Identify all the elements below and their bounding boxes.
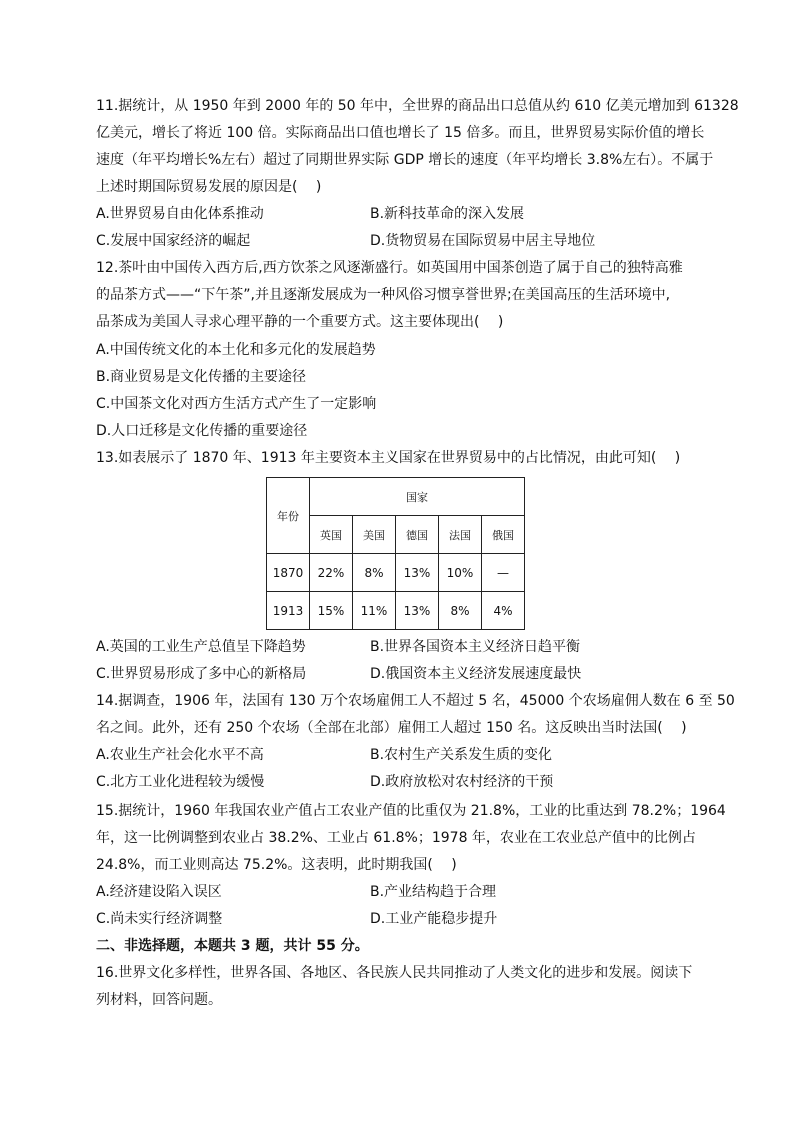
q14-option-a: A.农业生产社会化水平不高	[96, 747, 264, 763]
q14-option-d: D.政府放松对农村经济的干预	[370, 774, 554, 790]
q11-line-1: 11.据统计，从 1950 年到 2000 年的 50 年中，全世界的商品出口总值从约 610 亿美元增加到 61328	[96, 98, 739, 114]
q14-line-1: 14.据调查，1906 年，法国有 130 万个农场雇佣工人不超过 5 名，45000 个农场雇佣人数在 6 至 50	[96, 693, 735, 709]
q13-option-d: D.俄国资本主义经济发展速度最快	[370, 666, 582, 682]
q12-option-c: C.中国茶文化对西方生活方式产生了一定影响	[96, 396, 377, 412]
q11-option-b: B.新科技革命的深入发展	[370, 206, 525, 222]
year-header: 年份	[267, 478, 310, 554]
table-cell: 11%	[353, 592, 396, 630]
country-germany: 德国	[396, 516, 439, 554]
q12-option-d: D.人口迁移是文化传播的重要途径	[96, 423, 308, 439]
q12-option-a: A.中国传统文化的本土化和多元化的发展趋势	[96, 342, 376, 358]
country-france: 法国	[439, 516, 482, 554]
table-cell: 4%	[482, 592, 525, 630]
country-russia: 俄国	[482, 516, 525, 554]
q11-option-c: C.发展中国家经济的崛起	[96, 233, 251, 249]
q15-line-2: 年，这一比例调整到农业占 38.2%、工业占 61.8%；1978 年，农业在工农业总产值中的比例占	[96, 830, 696, 846]
table-cell: 13%	[396, 554, 439, 592]
q12-line-1: 12.茶叶由中国传入西方后,西方饮茶之风逐渐盛行。如英国用中国茶创造了属于自己的独特高雅	[96, 260, 683, 276]
row-year: 1870	[267, 554, 310, 592]
table-cell: —	[482, 554, 525, 592]
q14-option-c: C.北方工业化进程较为缓慢	[96, 774, 265, 790]
q15-line-3: 24.8%，而工业则高达 75.2%。这表明，此时期我国( )	[96, 857, 457, 873]
country-uk: 英国	[310, 516, 353, 554]
q12-option-b: B.商业贸易是文化传播的主要途径	[96, 369, 307, 385]
q14-line-2: 名之间。此外，还有 250 个农场（全部在北部）雇佣工人超过 150 名。这反映出当时法国( )	[96, 720, 687, 736]
q11-line-4: 上述时期国际贸易发展的原因是( )	[96, 179, 322, 195]
table-cell: 8%	[353, 554, 396, 592]
q16-line-1: 16.世界文化多样性，世界各国、各地区、各民族人民共同推动了人类文化的进步和发展。阅读下	[96, 965, 693, 981]
q12-line-2: 的品茶方式——“下午茶”,并且逐渐发展成为一种风俗习惯享誉世界;在美国高压的生活环境中,	[96, 287, 671, 303]
table-cell: 15%	[310, 592, 353, 630]
q13-stem: 13.如表展示了 1870 年、1913 年主要资本主义国家在世界贸易中的占比情况，由此可知( )	[96, 450, 681, 466]
q15-line-1: 15.据统计，1960 年我国农业产值占工农业产值的比重仅为 21.8%，工业的比重达到 78.2%；1964	[96, 803, 726, 819]
q11-option-a: A.世界贸易自由化体系推动	[96, 206, 264, 222]
section-2-title: 二、非选择题，本题共 3 题，共计 55 分。	[96, 938, 369, 954]
country-us: 美国	[353, 516, 396, 554]
q15-option-b: B.产业结构趋于合理	[370, 884, 497, 900]
table-cell: 13%	[396, 592, 439, 630]
country-header: 国家	[310, 478, 525, 516]
row-year: 1913	[267, 592, 310, 630]
q13-option-a: A.英国的工业生产总值呈下降趋势	[96, 639, 306, 655]
q13-option-b: B.世界各国资本主义经济日趋平衡	[370, 639, 581, 655]
table-row	[267, 592, 525, 630]
q15-option-c: C.尚未实行经济调整	[96, 911, 223, 927]
q14-option-b: B.农村生产关系发生质的变化	[370, 747, 553, 763]
q11-option-d: D.货物贸易在国际贸易中居主导地位	[370, 233, 596, 249]
table-cell: 8%	[439, 592, 482, 630]
q12-line-3: 品茶成为美国人寻求心理平静的一个重要方式。这主要体现出( )	[96, 314, 504, 330]
table-cell: 10%	[439, 554, 482, 592]
table-cell: 22%	[310, 554, 353, 592]
trade-share-table	[266, 477, 525, 630]
q11-line-2: 亿美元，增长了将近 100 倍。实际商品出口值也增长了 15 倍多。而且，世界贸易实际价值的增长	[96, 125, 705, 141]
q15-option-a: A.经济建设陷入误区	[96, 884, 222, 900]
table-row	[267, 554, 525, 592]
q15-option-d: D.工业产能稳步提升	[370, 911, 498, 927]
q13-option-c: C.世界贸易形成了多中心的新格局	[96, 666, 307, 682]
q16-line-2: 列材料，回答问题。	[96, 992, 222, 1008]
q11-line-3: 速度（年平均增长%左右）超过了同期世界实际 GDP 增长的速度（年平均增长 3.8%左右）。不属于	[96, 152, 714, 168]
